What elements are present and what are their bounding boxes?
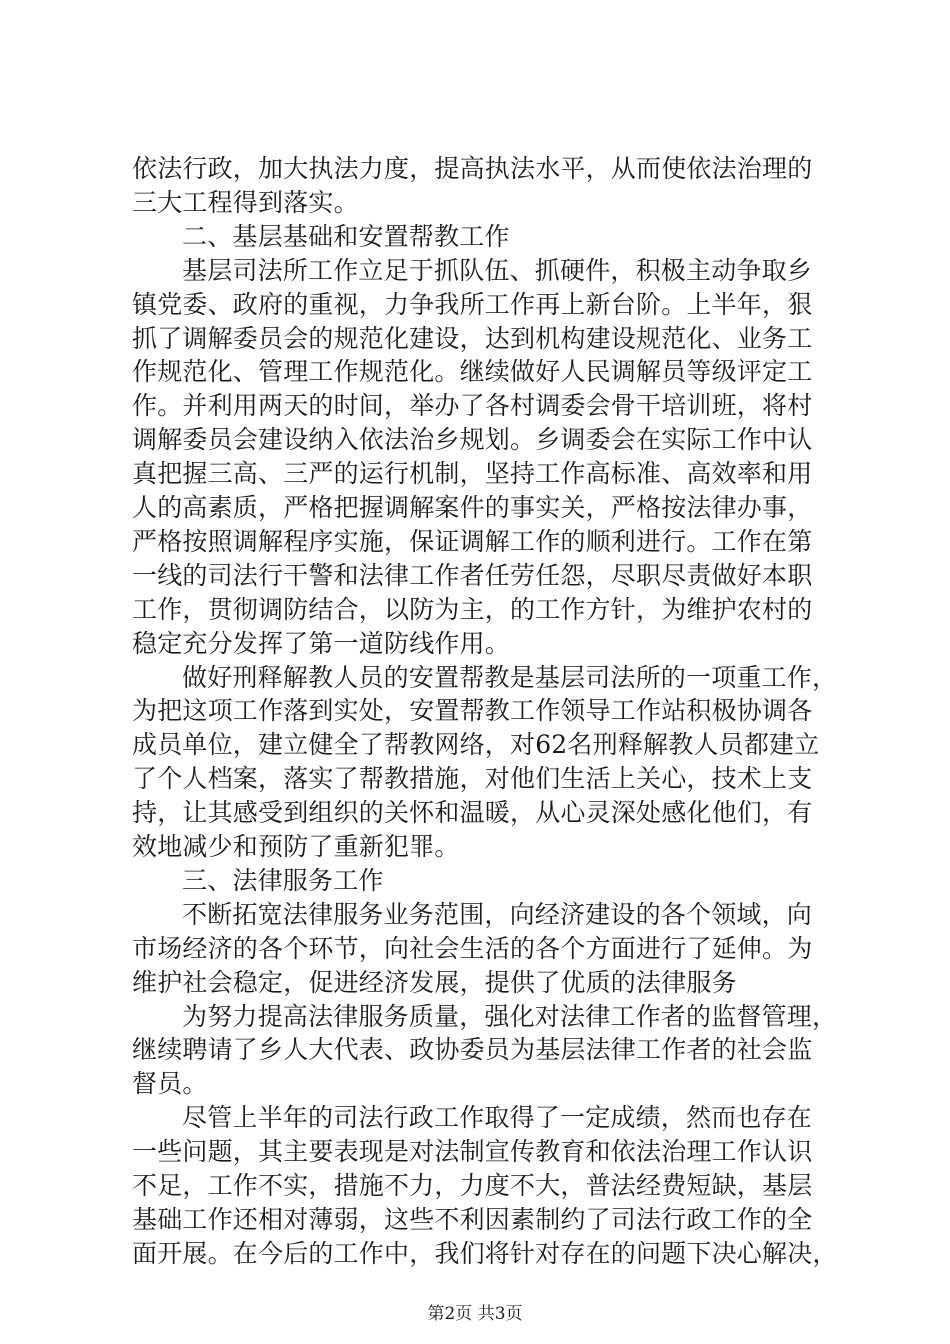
body-text-line: 为努力提高法律服务质量，强化对法律工作者的监督管理， bbox=[182, 1002, 838, 1031]
body-text-line: 依法行政，加大执法力度，提高执法水平，从而使依法治理的 bbox=[132, 154, 813, 183]
body-text-line: 抓了调解委员会的规范化建设，达到机构建设规范化、业务工 bbox=[132, 324, 813, 353]
body-text-line: 一线的司法行干警和法律工作者任劳任怨，尽职尽责做好本职 bbox=[132, 561, 813, 590]
body-text-line: 人的高素质，严格把握调解案件的事实关，严格按法律办事， bbox=[132, 493, 813, 522]
section-heading-2: 二、基层基础和安置帮教工作 bbox=[182, 222, 510, 251]
body-text-line: 不足，工作不实，措施不力，力度不大，普法经费短缺，基层 bbox=[132, 1171, 813, 1200]
body-text-line: 稳定充分发挥了第一道防线作用。 bbox=[132, 629, 511, 658]
body-text-line: 严格按照调解程序实施，保证调解工作的顺利进行。工作在第 bbox=[132, 527, 813, 556]
body-text-line: 维护社会稳定，促进经济发展，提供了优质的法律服务 bbox=[132, 968, 737, 997]
body-text-line: 持，让其感受到组织的关怀和温暖，从心灵深处感化他们，有 bbox=[132, 798, 813, 827]
body-text-line: 面开展。在今后的工作中，我们将针对存在的问题下决心解决， bbox=[132, 1239, 838, 1268]
body-text-line: 了个人档案，落实了帮教措施，对他们生活上关心，技术上支 bbox=[132, 764, 813, 793]
body-text-line: 不断拓宽法律服务业务范围，向经济建设的各个领域，向 bbox=[182, 900, 813, 929]
body-text-line: 市场经济的各个环节，向社会生活的各个方面进行了延伸。为 bbox=[132, 934, 813, 963]
body-text-line: 基层司法所工作立足于抓队伍、抓硬件，积极主动争取乡 bbox=[182, 256, 813, 285]
body-text-line: 基础工作还相对薄弱，这些不利因素制约了司法行政工作的全 bbox=[132, 1205, 813, 1234]
body-text-line: 督员。 bbox=[132, 1069, 208, 1098]
body-text-line: 作规范化、管理工作规范化。继续做好人民调解员等级评定工 bbox=[132, 357, 813, 386]
body-text-line: 调解委员会建设纳入依法治乡规划。乡调委会在实际工作中认 bbox=[132, 425, 813, 454]
body-text-line: 一些问题，其主要表现是对法制宣传教育和依法治理工作认识 bbox=[132, 1137, 813, 1166]
body-text-line: 真把握三高、三严的运行机制，坚持工作高标准、高效率和用 bbox=[132, 459, 813, 488]
body-text-line: 继续聘请了乡人大代表、政协委员为基层法律工作者的社会监 bbox=[132, 1035, 813, 1064]
body-text-line: 工作，贯彻调防结合，以防为主，的工作方针，为维护农村的 bbox=[132, 595, 813, 624]
body-text-line: 成员单位，建立健全了帮教网络，对62名刑释解教人员都建立 bbox=[132, 730, 820, 759]
body-text-line: 三大工程得到落实。 bbox=[132, 188, 359, 217]
body-text-line: 做好刑释解教人员的安置帮教是基层司法所的一项重工作， bbox=[182, 663, 838, 692]
body-text-line: 尽管上半年的司法行政工作取得了一定成绩，然而也存在 bbox=[182, 1103, 813, 1132]
section-heading-3: 三、法律服务工作 bbox=[182, 866, 384, 895]
page-number-footer: 第2页 共3页 bbox=[427, 1304, 523, 1324]
body-text-line: 为把这项工作落到实处，安置帮教工作领导工作站积极协调各 bbox=[132, 696, 813, 725]
body-text-line: 作。并利用两天的时间，举办了各村调委会骨干培训班，将村 bbox=[132, 391, 813, 420]
body-text-line: 效地减少和预防了重新犯罪。 bbox=[132, 832, 460, 861]
body-text-line: 镇党委、政府的重视，力争我所工作再上新台阶。上半年，狠 bbox=[132, 290, 813, 319]
